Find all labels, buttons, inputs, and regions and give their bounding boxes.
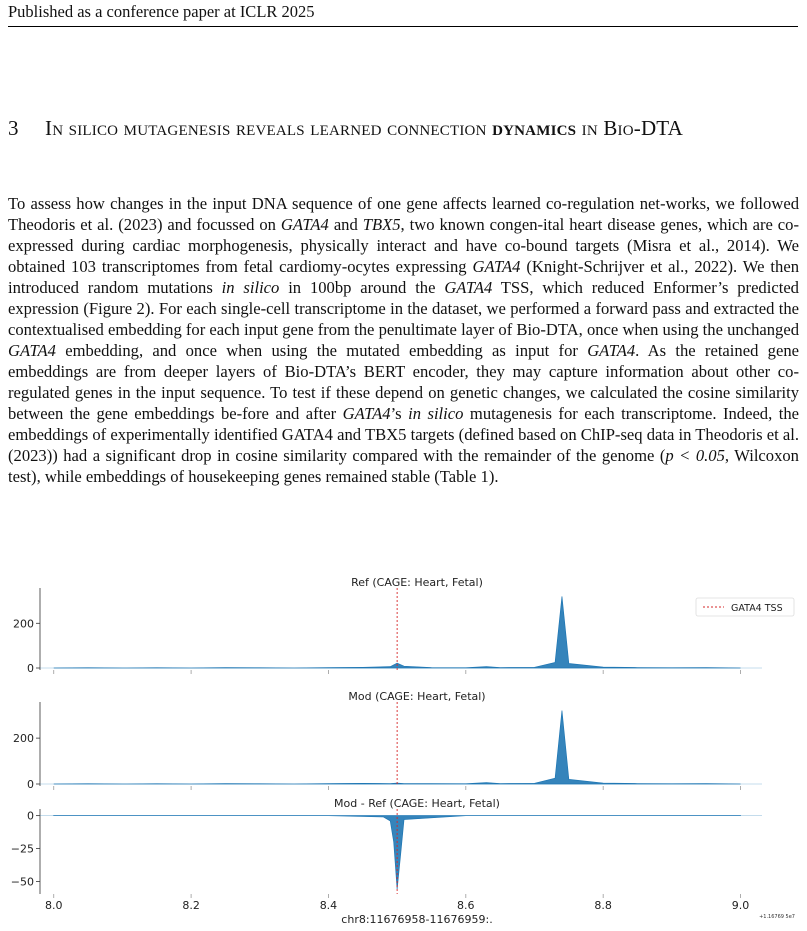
paragraph-run: mutagenesis for each transcriptome. Indeed, the embeddings of experimentally identified GATA4 and TBX5 targets (defined based on ChIP-seq data in Theodoris et al. (2023)) had a significant drop in cosine similarity compared with the remainder of the genome (: [8, 404, 799, 465]
paragraph-run: in silico: [221, 278, 280, 297]
x-tick-label: 8.2: [182, 899, 200, 912]
paragraph-run: ’s: [390, 404, 409, 423]
section-title-bold: dynamics: [492, 116, 577, 140]
paragraph-run: TBX5: [362, 215, 401, 234]
section-title-part1: In silico mutagenesis reveals learned connection: [45, 116, 493, 140]
paragraph-run: in 100bp around the: [279, 278, 445, 297]
panel-title: Ref (CAGE: Heart, Fetal): [351, 576, 483, 589]
x-tick-label: 9.0: [731, 899, 750, 912]
x-tick-label: 8.4: [319, 899, 338, 912]
paragraph-run: p < 0.05: [665, 446, 725, 465]
y-tick-label: 200: [13, 732, 34, 746]
paragraph-run: GATA4: [342, 404, 391, 423]
cage-track-figure: [0, 570, 807, 931]
panel-title: Mod - Ref (CAGE: Heart, Fetal): [334, 797, 500, 810]
paragraph-run: and: [328, 215, 363, 234]
paragraph-run: , Wilcoxon test), while embeddings of housekeeping genes remained stable (Table 1).: [8, 446, 799, 486]
legend-label: GATA4 TSS: [731, 603, 783, 614]
y-tick-label: −50: [10, 875, 34, 889]
paragraph-run: embedding, and once when using the mutated embedding as input for: [55, 341, 588, 360]
paragraph-run: GATA4: [587, 341, 636, 360]
paragraph-run: GATA4: [472, 257, 521, 276]
y-tick-label: 200: [13, 617, 34, 631]
paragraph-run: in silico: [408, 404, 464, 423]
section-number: 3: [8, 116, 19, 140]
panel-title: Mod (CAGE: Heart, Fetal): [348, 690, 486, 703]
paragraph-run: TSS, which reduced Enformer’s predicted expression (Figure 2). For each single-cell transcriptome in the dataset, we performed a forward pass and extracted the contextualised embedding for each input gene from the penultimate layer of Bio-DTA, once when using the unchanged: [8, 278, 799, 339]
x-offset-label: +1.16769 5e7: [759, 914, 795, 920]
x-tick-label: 8.6: [457, 899, 475, 912]
section-title-part2: in Bio-DTA: [576, 116, 684, 140]
section-title: [45, 115, 805, 142]
paragraph-run: (Knight-Schrijver et al., 2022). We then introduced random mutations: [8, 257, 799, 297]
y-tick-label: −25: [10, 842, 34, 856]
paragraph-run: To assess how changes in the input DNA sequence of one gene affects learned co-regulation net-works, we followed Theodoris et al. (2023) and focussed on: [8, 194, 799, 234]
body-paragraph: [8, 193, 799, 487]
y-tick-label: 0: [27, 778, 34, 791]
y-tick-label: 0: [27, 662, 34, 675]
legend: [696, 598, 794, 616]
y-tick-label: 0: [27, 809, 34, 823]
x-axis-label: chr8:11676958-11676959:.: [341, 913, 493, 926]
paragraph-run: GATA4: [280, 215, 329, 234]
x-tick-label: 8.0: [44, 899, 63, 912]
header-rule: [8, 26, 798, 27]
x-tick-label: 8.8: [594, 899, 612, 912]
paragraph-run: . As the retained gene embeddings are from deeper layers of Bio-DTA’s BERT encoder, they may capture information about other co-regulated genes in the input sequence. To test if these depend on genetic changes, we calculated the cosine similarity between the gene embeddings be-fore and after: [8, 341, 799, 423]
paragraph-run: , two known congen-ital heart disease genes, which are co-expressed during cardiac morphogenesis, physically interact and have co-bound targets (Misra et al., 2014). We obtained 103 transcriptomes from fetal cardiomy-ocytes expressing: [8, 215, 799, 276]
paragraph-run: GATA4: [444, 278, 493, 297]
running-header: Published as a conference paper at ICLR 2025: [8, 2, 315, 21]
paragraph-run: GATA4: [8, 341, 56, 360]
